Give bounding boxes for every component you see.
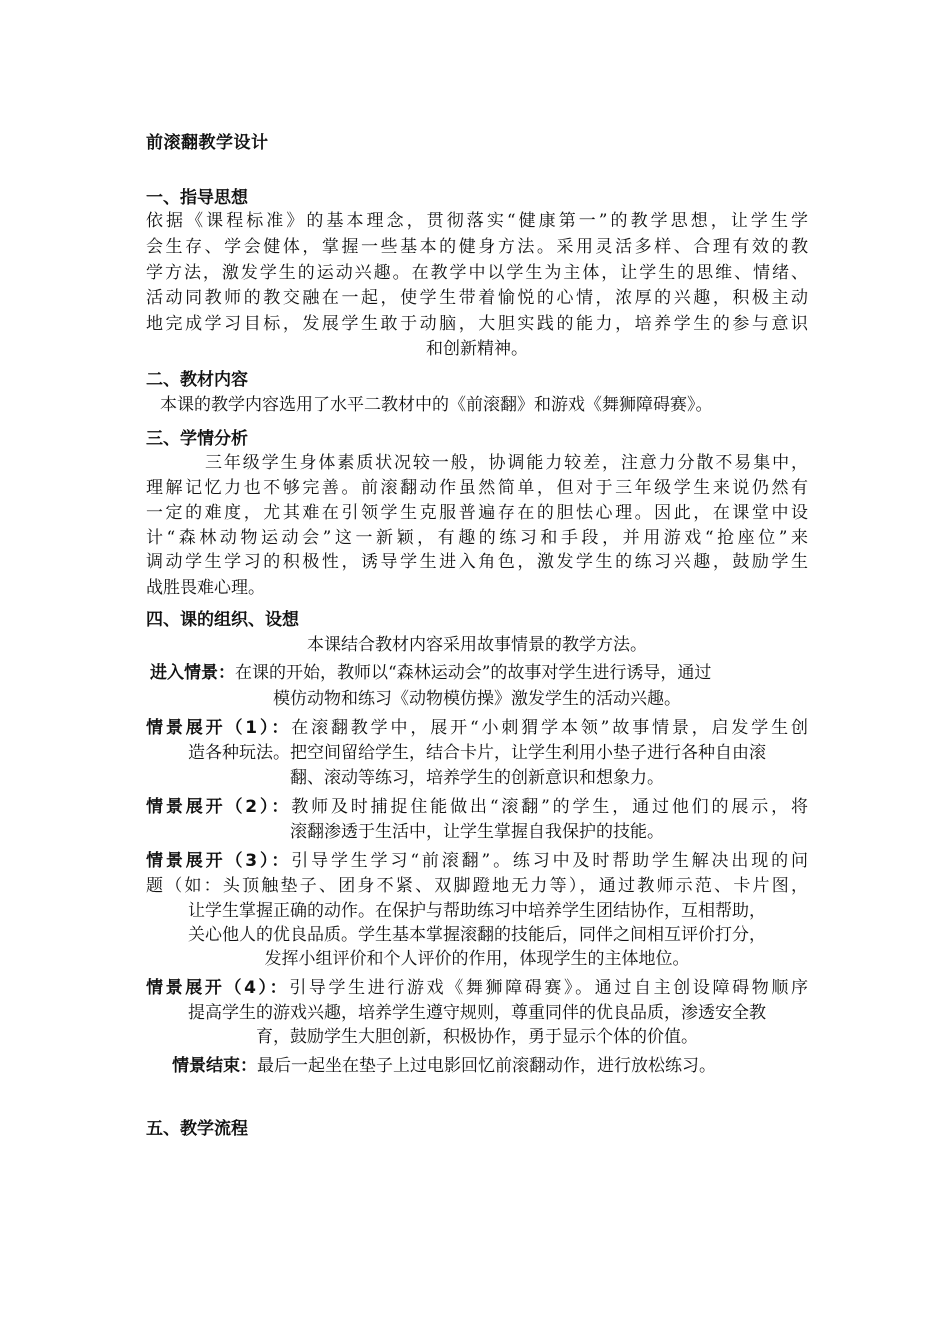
paragraph-line: 学方法，激发学生的运动兴趣。在教学中以学生为主体，让学生的思维、情绪、 xyxy=(146,263,808,283)
paragraph-line: 战胜畏难心理。 xyxy=(146,578,265,598)
paragraph-line: 发挥小组评价和个人评价的作用，体现学生的主体地位。 xyxy=(264,949,690,969)
paragraph-line: 提高学生的游戏兴趣，培养学生遵守规则，尊重同伴的优良品质，渗透安全教 xyxy=(188,1003,766,1023)
paragraph-line: 育，鼓励学生大胆创新，积极协作，勇于显示个体的价值。 xyxy=(256,1027,698,1047)
section-heading-5: 五、教学流程 xyxy=(146,1119,248,1139)
paragraph-line: 进入情景：在课的开始，教师以“森林运动会”的故事对学生进行诱导，通过 xyxy=(150,663,712,683)
paragraph-line: 活动同教师的教交融在一起，使学生带着愉悦的心情，浓厚的兴趣，积极主动 xyxy=(146,288,808,308)
paragraph-line: 关心他人的优良品质。学生基本掌握滚翻的技能后，同伴之间相互评价打分， xyxy=(188,925,766,945)
paragraph-line: 本课结合教材内容采用故事情景的教学方法。 xyxy=(307,635,647,655)
scene-label: 情景展开（1）： xyxy=(146,718,292,738)
document-title: 前滚翻教学设计 xyxy=(146,133,269,153)
paragraph-line: 一定的难度，尤其难在引领学生克服普遍存在的胆怯心理。因此，在课堂中设 xyxy=(146,503,808,523)
section-heading-1: 一、指导思想 xyxy=(146,188,248,208)
scene-label: 情景展开（4）： xyxy=(146,978,290,998)
paragraph-line: 模仿动物和练习《动物模仿操》激发学生的活动兴趣。 xyxy=(273,689,681,709)
paragraph-line: 情景展开（2）：教师及时捕捉住能做出“滚翻”的学生，通过他们的展示，将 xyxy=(146,797,808,817)
paragraph-line: 情景展开（1）：在滚翻教学中，展开“小刺猬学本领”故事情景，启发学生创 xyxy=(146,718,808,738)
paragraph-line: 调动学生学习的积极性，诱导学生进入角色，激发学生的练习兴趣，鼓励学生 xyxy=(146,552,808,572)
paragraph-line: 情景结束：最后一起坐在垫子上过电影回忆前滚翻动作，进行放松练习。 xyxy=(172,1056,716,1076)
scene-label: 情景展开（3）： xyxy=(146,851,292,871)
paragraph-line: 让学生掌握正确的动作。在保护与帮助练习中培养学生团结协作，互相帮助， xyxy=(188,901,766,921)
paragraph-line: 依据《课程标准》的基本理念，贯彻落实“健康第一”的教学思想，让学生学 xyxy=(146,211,808,231)
scene-label: 进入情景： xyxy=(150,663,235,683)
paragraph-line: 情景展开（3）：引导学生学习“前滚翻”。练习中及时帮助学生解决出现的问 xyxy=(146,851,808,871)
paragraph-line: 计“森林动物运动会”这一新颖，有趣的练习和手段，并用游戏“抢座位”来 xyxy=(146,528,808,548)
paragraph-line: 理解记忆力也不够完善。前滚翻动作虽然简单，但对于三年级学生来说仍然有 xyxy=(146,478,808,498)
paragraph-line: 地完成学习目标，发展学生敢于动脑，大胆实践的能力，培养学生的参与意识 xyxy=(146,314,808,334)
scene-label: 情景结束： xyxy=(172,1056,257,1076)
paragraph-line: 造各种玩法。把空间留给学生，结合卡片，让学生利用小垫子进行各种自由滚 xyxy=(188,743,766,763)
paragraph-line: 和创新精神。 xyxy=(426,339,528,359)
paragraph-line: 情景展开（4）：引导学生进行游戏《舞狮障碍赛》。通过自主创设障碍物顺序 xyxy=(146,978,808,998)
paragraph-line: 三年级学生身体素质状况较一般，协调能力较差，注意力分散不易集中， xyxy=(205,453,808,473)
section-heading-3: 三、学情分析 xyxy=(146,429,248,449)
section-heading-2: 二、教材内容 xyxy=(146,370,248,390)
paragraph-line: 翻、滚动等练习，培养学生的创新意识和想象力。 xyxy=(290,768,664,788)
paragraph-line: 滚翻渗透于生活中，让学生掌握自我保护的技能。 xyxy=(290,822,664,842)
section-heading-4: 四、课的组织、设想 xyxy=(146,610,299,630)
paragraph-line: 会生存、学会健体，掌握一些基本的健身方法。采用灵活多样、合理有效的教 xyxy=(146,237,808,257)
scene-label: 情景展开（2）： xyxy=(146,797,292,817)
paragraph-line: 本课的教学内容选用了水平二教材中的《前滚翻》和游戏《舞狮障碍赛》。 xyxy=(160,395,713,415)
paragraph-line: 题（如：头顶触垫子、团身不紧、双脚蹬地无力等），通过教师示范、卡片图， xyxy=(146,876,808,896)
